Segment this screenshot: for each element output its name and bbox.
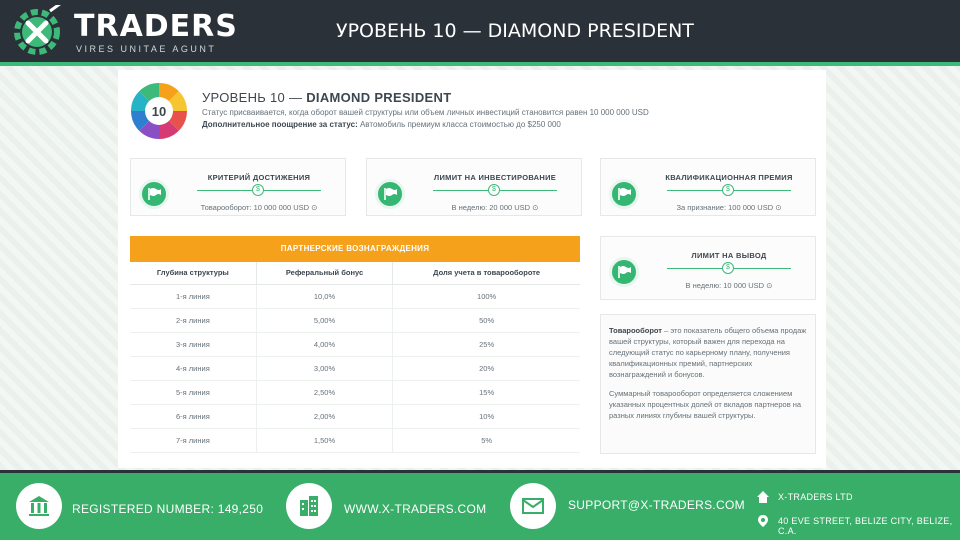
page-title: УРОВЕНЬ 10 — DIAMOND PRESIDENT <box>336 20 694 42</box>
table-cell: 100% <box>393 284 580 308</box>
company-address: 40 EVE STREET, BELIZE CITY, BELIZE, C.A. <box>778 516 953 536</box>
table-cell: 2,00% <box>256 404 392 428</box>
table-cell: 5,00% <box>256 308 392 332</box>
card-qual-bonus-value: За признание: 100 000 USD ⊙ <box>676 203 782 212</box>
table-row <box>130 356 580 380</box>
table-cell: 2-я линия <box>130 308 256 332</box>
company-name: X-TRADERS LTD <box>778 492 853 502</box>
table-row <box>130 404 580 428</box>
column-header: Глубина структуры <box>130 262 256 284</box>
building-icon <box>286 483 332 529</box>
table-cell: 1-я линия <box>130 284 256 308</box>
x-logo-icon <box>10 5 66 57</box>
footer-bar <box>0 470 960 540</box>
level-title <box>202 90 451 105</box>
info-paragraph-2: Суммарный товарооборот определяется сложением указанных процентных долей от вкладов партнеров на разных линиях глубины вашей структуры. <box>609 389 802 420</box>
website-link[interactable]: WWW.X-TRADERS.COM <box>344 502 487 516</box>
card-qual-bonus-title: КВАЛИФИКАЦИОННАЯ ПРЕМИЯ <box>665 173 793 182</box>
table-header-row <box>130 262 580 284</box>
table-cell: 20% <box>393 356 580 380</box>
table-cell: 10% <box>393 404 580 428</box>
column-header: Доля учета в товарообороте <box>393 262 580 284</box>
card-invest-limit-value: В неделю: 20 000 USD ⊙ <box>451 203 539 212</box>
turnover-info <box>600 314 816 454</box>
table-cell: 5-я линия <box>130 380 256 404</box>
card-qual-bonus <box>600 158 816 216</box>
level-badge-number: 10 <box>151 104 167 119</box>
coin-icon: $ <box>488 184 500 196</box>
home-icon <box>756 490 770 504</box>
table-cell: 5% <box>393 428 580 452</box>
level-bonus <box>202 120 561 129</box>
card-invest-limit <box>366 158 582 216</box>
flag-icon <box>609 257 639 287</box>
card-criteria-value: Товарооборот: 10 000 000 USD ⊙ <box>200 203 318 212</box>
table-cell: 3-я линия <box>130 332 256 356</box>
level-bonus-text: Автомобиль премиум класса стоимостью до $250 000 <box>357 120 561 129</box>
logo-tagline: VIRES UNITAE AGUNT <box>76 44 217 54</box>
table-cell: 7-я линия <box>130 428 256 452</box>
level-bonus-label: Дополнительное поощрение за статус: <box>202 120 358 129</box>
table-row <box>130 428 580 452</box>
coin-icon: $ <box>252 184 264 196</box>
content-panel <box>118 70 826 468</box>
table-cell: 6-я линия <box>130 404 256 428</box>
info-paragraph-1 <box>609 325 807 380</box>
table-cell: 50% <box>393 308 580 332</box>
partner-rewards-table <box>130 236 580 453</box>
table-cell: 25% <box>393 332 580 356</box>
table-row <box>130 308 580 332</box>
table-row <box>130 284 580 308</box>
table-cell: 4-я линия <box>130 356 256 380</box>
table-row <box>130 380 580 404</box>
info-term: Товарооборот <box>609 326 662 335</box>
registered-number: REGISTERED NUMBER: 149,250 <box>72 502 264 516</box>
table-title: ПАРТНЕРСКИЕ ВОЗНАГРАЖДЕНИЯ <box>130 236 580 262</box>
card-criteria-title: КРИТЕРИЙ ДОСТИЖЕНИЯ <box>207 173 311 182</box>
flag-icon <box>375 179 405 209</box>
bank-icon <box>16 483 62 529</box>
header-bar <box>0 0 960 62</box>
card-criteria <box>130 158 346 216</box>
logo-wordmark: TRADERS <box>74 9 238 44</box>
level-title-prefix: УРОВЕНЬ 10 — <box>202 90 307 105</box>
level-description: Статус присваивается, когда оборот вашей структуры или объем личных инвестиций становится равен 10 000 000 USD <box>202 108 649 117</box>
table-cell: 10,0% <box>256 284 392 308</box>
info-p1-text: – это показатель общего объема продаж вашей структуры, который важен для перехода на следующий статус по карьерному плану, получения квалификационных премий, партнерских вознаграждений и бонусов. <box>609 326 807 379</box>
location-pin-icon <box>756 514 770 528</box>
card-withdraw-limit-title: ЛИМИТ НА ВЫВОД <box>691 251 767 260</box>
table-row <box>130 332 580 356</box>
table-cell: 4,00% <box>256 332 392 356</box>
card-withdraw-limit-value: В неделю: 10 000 USD ⊙ <box>685 281 773 290</box>
card-withdraw-limit <box>600 236 816 300</box>
table-cell: 15% <box>393 380 580 404</box>
mail-icon <box>510 483 556 529</box>
column-header: Реферальный бонус <box>256 262 392 284</box>
coin-icon: $ <box>722 262 734 274</box>
coin-icon: $ <box>722 184 734 196</box>
table-cell: 3,00% <box>256 356 392 380</box>
support-email-link[interactable]: SUPPORT@X-TRADERS.COM <box>568 498 745 512</box>
table-cell: 1,50% <box>256 428 392 452</box>
card-invest-limit-title: ЛИМИТ НА ИНВЕСТИРОВАНИЕ <box>433 173 557 182</box>
logo[interactable] <box>10 5 238 57</box>
flag-icon <box>609 179 639 209</box>
level-title-name: DIAMOND PRESIDENT <box>306 90 452 105</box>
flag-icon <box>139 179 169 209</box>
table-cell: 2,50% <box>256 380 392 404</box>
